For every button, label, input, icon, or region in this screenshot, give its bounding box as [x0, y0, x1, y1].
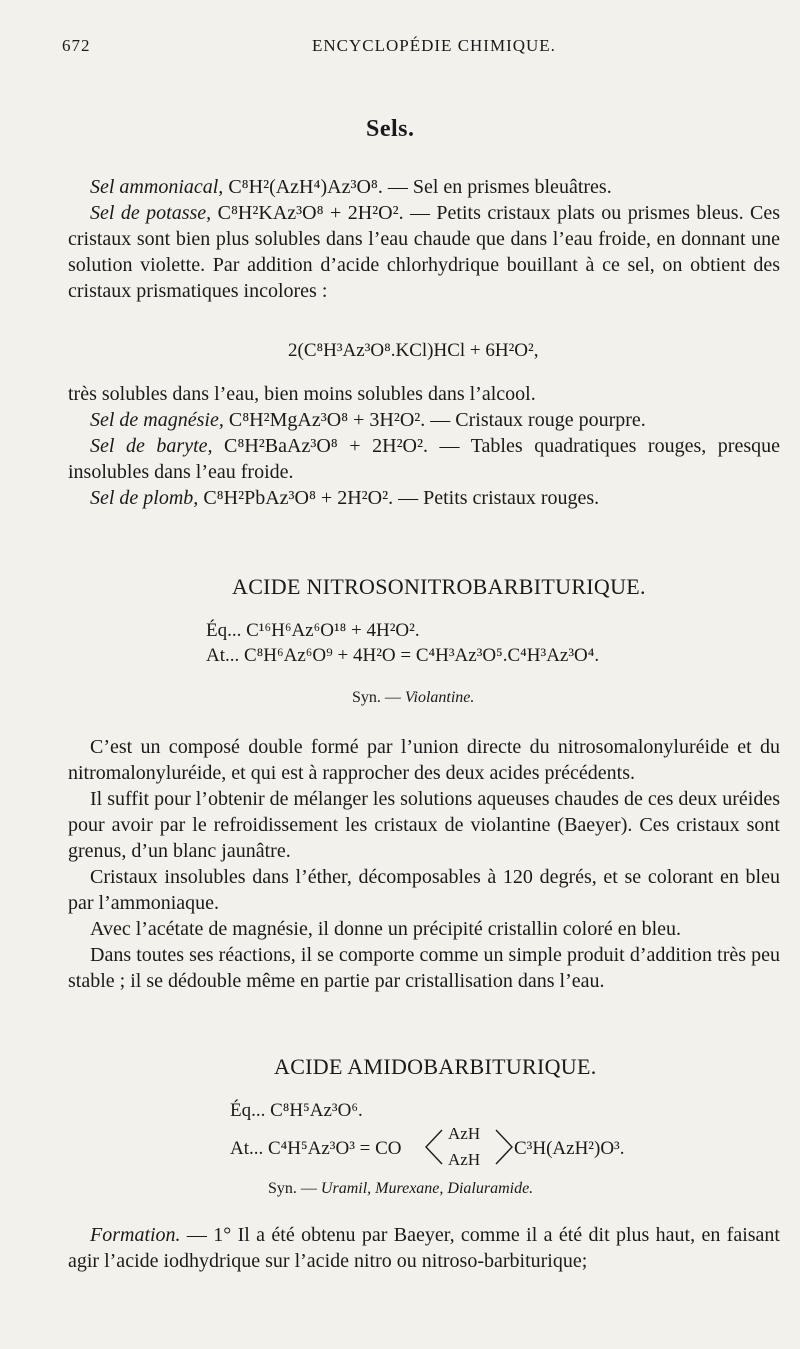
synonym-value: Uramil, Murexane, Dialuramide.	[320, 1180, 534, 1197]
salt-name: Sel de plomb,	[90, 487, 199, 509]
salt-description: C⁸H²PbAz³O⁸ + 2H²O². — Petits cristaux rouges.	[198, 487, 600, 509]
synonym-line	[352, 689, 474, 707]
paragraph-sel-ammoniacal	[68, 174, 780, 200]
formula-atomic-left: At... C⁴H⁵Az³O³ = CO	[230, 1138, 402, 1159]
salt-name: Sel de baryte,	[90, 435, 213, 457]
paragraph-magnesie-reaction: Avec l’acétate de magnésie, il donne un précipité cristallin coloré en bleu.	[90, 918, 682, 940]
formula-chlorhydrate: 2(C⁸H³Az³O⁸.KCl)HCl + 6H²O²,	[288, 340, 539, 361]
paragraph-reactions: Dans toutes ses réactions, il se comporte comme un simple produit d’addition très peu stable ; il se dédouble même en partie par cristallisation dans l’eau.	[68, 944, 780, 992]
synonym-line	[268, 1180, 533, 1198]
formation-label: Formation.	[90, 1224, 181, 1246]
formula-azh-top: AzH	[448, 1124, 481, 1143]
formation-text: — 1° Il a été obtenu par Baeyer, comme il a été dit plus haut, en faisant agir l’acide iodhydrique sur l’acide nitro ou nitroso-barbiturique;	[68, 1224, 780, 1272]
salt-description: C⁸H²BaAz³O⁸ + 2H²O². — Tables quadratiques rouges, presque insolubles dans l’eau froide.	[68, 435, 780, 483]
paragraph-insolubility: Cristaux insolubles dans l’éther, décomposables à 120 degrés, et se colorant en bleu par l’ammoniaque.	[68, 866, 780, 914]
salt-name: Sel ammoniacal,	[90, 176, 224, 198]
paragraph-preparation: Il suffit pour l’obtenir de mélanger les solutions aqueuses chaudes de ces deux uréides pour avoir par le refroidissement les cristaux de violantine (Baeyer). Ces cristaux sont grenus, d’un blanc jaunâtre.	[68, 788, 780, 862]
formula-azh-bottom: AzH	[448, 1150, 481, 1169]
synonym-label: Syn. —	[352, 689, 405, 706]
paragraph-composition: C’est un composé double formé par l’union directe du nitrosomalonyluréide et du nitromalonyluréide, et qui est à rapprocher des deux acides précédents.	[68, 736, 780, 784]
paragraph-solubility: très solubles dans l’eau, bien moins solubles dans l’alcool.	[68, 383, 536, 405]
synonym-value: Violantine.	[404, 689, 475, 706]
paragraph-sel-plomb	[68, 485, 780, 511]
formula-equivalents: Éq... C⁸H⁵Az³O⁶.	[230, 1100, 363, 1121]
salt-description: C⁸H²(AzH⁴)Az³O⁸. — Sel en prismes bleuâtres.	[223, 176, 612, 198]
formula-atomic-right: C³H(AzH²)O³.	[514, 1138, 625, 1159]
formula-equivalents: Éq... C¹⁶H⁶Az⁶O¹⁸ + 4H²O².	[206, 620, 420, 641]
formula-atomic: At... C⁸H⁶Az⁶O⁹ + 4H²O = C⁴H³Az³O⁵.C⁴H³Az³O⁴.	[206, 645, 600, 666]
salt-description: C⁸H²KAz³O⁸ + 2H²O². — Petits cristaux plats ou prismes bleus. Ces cristaux sont bien plus solubles dans l’eau chaude que dans l’eau froide, en donnant une solution violette. Par addition d’acide chlorhydrique bouillant à ce sel, on obtient des cristaux prismatiques incolores :	[68, 202, 781, 302]
paragraph-sel-magnesie	[68, 407, 780, 433]
section-title-sels: Sels.	[366, 116, 415, 142]
page-number: 672	[62, 36, 91, 55]
synonym-label: Syn. —	[268, 1180, 321, 1197]
section-title-nitrosonitrobarbiturique: ACIDE NITROSONITROBARBITURIQUE.	[232, 574, 646, 599]
paragraph-sel-baryte	[68, 433, 780, 485]
section-title-amidobarbiturique: ACIDE AMIDOBARBITURIQUE.	[274, 1054, 597, 1079]
salt-name: Sel de potasse,	[90, 202, 212, 224]
paragraph-formation	[68, 1222, 780, 1274]
salt-description: C⁸H²MgAz³O⁸ + 3H²O². — Cristaux rouge pourpre.	[223, 409, 646, 431]
salt-name: Sel de magnésie,	[90, 409, 224, 431]
running-title: ENCYCLOPÉDIE CHIMIQUE.	[312, 36, 556, 55]
paragraph-sel-potasse	[68, 200, 780, 304]
